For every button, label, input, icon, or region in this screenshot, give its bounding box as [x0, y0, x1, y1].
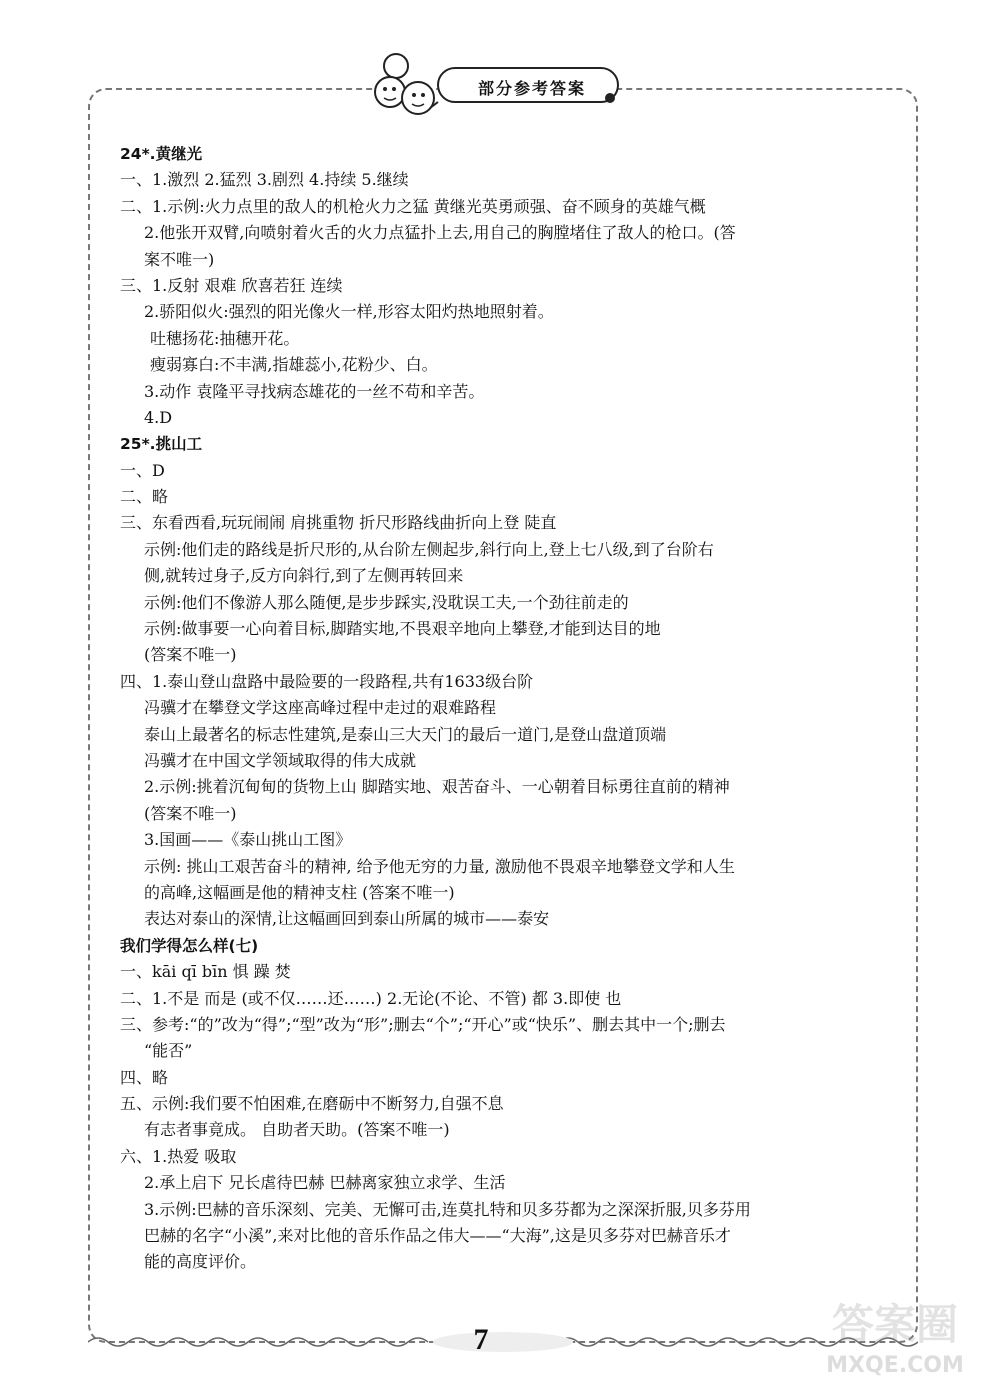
answer-line: 能的高度评价。	[144, 1252, 257, 1272]
answer-line: 三、参考:“的”改为“得”;“型”改为“形”;删去“个”;“开心”或“快乐”、删去其中一个;删去	[120, 1014, 726, 1034]
answer-line: 示例:做事要一心向着目标,脚踏实地,不畏艰辛地向上攀登,才能到达目的地	[144, 619, 661, 639]
answer-line: 示例:他们走的路线是折尺形的,从台阶左侧起步,斜行向上,登上七八级,到了台阶右	[144, 539, 714, 559]
answer-content	[120, 141, 900, 1276]
answer-line: 三、东看西看,玩玩闹闹 肩挑重物 折尺形路线曲折向上登 陡直	[120, 513, 557, 533]
answer-line: 2.骄阳似火:强烈的阳光像火一样,形容太阳灼热地照射着。	[144, 302, 554, 322]
answer-line: 巴赫的名字“小溪”,来对比他的音乐作品之伟大——“大海”,这是贝多芬对巴赫音乐才	[144, 1226, 731, 1246]
answer-line: 侧,就转过身子,反方向斜行,到了左侧再转回来	[144, 566, 464, 586]
answer-line: 四、略	[120, 1067, 169, 1087]
answer-line: 一、1.激烈 2.猛烈 3.剧烈 4.持续 5.继续	[120, 170, 409, 190]
answer-line: (答案不唯一)	[144, 645, 237, 665]
answer-line: 2.示例:挑着沉甸甸的货物上山 脚踏实地、艰苦奋斗、一心朝着目标勇往直前的精神	[144, 777, 730, 797]
section-header	[360, 42, 628, 124]
answer-line: “能否”	[144, 1041, 193, 1061]
section-heading: 24*.黄继光	[120, 145, 203, 163]
answer-line: 的高峰,这幅画是他的精神支柱 (答案不唯一)	[144, 882, 455, 902]
answer-line: 二、1.不是 而是 (或不仅……还……) 2.无论(不论、不管) 都 3.即使 也	[120, 988, 622, 1008]
answer-line: 泰山上最著名的标志性建筑,是泰山三大天门的最后一道门,是登山盘道顶端	[144, 724, 667, 744]
answer-line: 冯骥才在中国文学领域取得的伟大成就	[144, 750, 417, 770]
answer-line: 二、1.示例:火力点里的敌人的机枪火力之猛 黄继光英勇顽强、奋不顾身的英雄气概	[120, 196, 706, 216]
answer-line: 六、1.热爱 吸取	[120, 1146, 237, 1166]
answer-line: 瘦弱寡白:不丰满,指雄蕊小,花粉少、白。	[150, 355, 438, 375]
answer-line: 二、略	[120, 487, 169, 507]
section-heading: 25*.挑山工	[120, 435, 203, 454]
watermark-url: MXQE.COM	[826, 1353, 964, 1378]
answer-line: 2.承上启下 兄长虐待巴赫 巴赫离家独立求学、生活	[144, 1173, 506, 1193]
answer-line: 2.他张开双臂,向喷射着火舌的火力点猛扑上去,用自己的胸膛堵住了敌人的枪口。(答	[144, 223, 736, 243]
answer-line: 示例:他们不像游人那么随便,是步步踩实,没耽误工夫,一个劲往前走的	[144, 592, 629, 612]
answer-line: 三、1.反射 艰难 欣喜若狂 连续	[120, 275, 343, 295]
watermark-title: 答案圈	[831, 1300, 958, 1349]
answer-line: 3.示例:巴赫的音乐深刻、完美、无懈可击,连莫扎特和贝多芬都为之深深折服,贝多芬用	[144, 1199, 751, 1219]
answer-line: 4.D	[144, 407, 173, 427]
answer-line: 案不唯一)	[144, 249, 215, 269]
answer-line: 一、D	[120, 460, 165, 480]
page-title: 部分参考答案	[477, 79, 586, 98]
answer-line: 示例: 挑山工艰苦奋斗的精神, 给予他无穷的力量, 激励他不畏艰辛地攀登文学和人生	[144, 856, 735, 876]
answer-line: 冯骥才在攀登文学这座高峰过程中走过的艰难路程	[144, 698, 497, 718]
answer-line: (答案不唯一)	[144, 803, 237, 823]
answer-line: 一、kāi qī bīn 惧 躁 焚	[120, 962, 291, 982]
section-heading: 我们学得怎么样(七)	[120, 936, 259, 955]
page-number: 7	[473, 1323, 489, 1356]
answer-line: 吐穗扬花:抽穗开花。	[150, 328, 300, 348]
answer-line: 3.动作 袁隆平寻找病态雄花的一丝不苟和辛苦。	[144, 381, 485, 401]
answer-line: 表达对泰山的深情,让这幅画回到泰山所属的城市——泰安	[144, 909, 550, 929]
answer-line: 四、1.泰山登山盘路中最险要的一段路程,共有1633级台阶	[120, 671, 534, 691]
answer-line: 有志者事竟成。 自助者天助。(答案不唯一)	[144, 1120, 450, 1140]
watermark-logo	[810, 1292, 980, 1378]
answer-line: 3.国画——《泰山挑山工图》	[144, 830, 352, 850]
answer-line: 五、示例:我们要不怕困难,在磨砺中不断努力,自强不息	[120, 1094, 504, 1114]
